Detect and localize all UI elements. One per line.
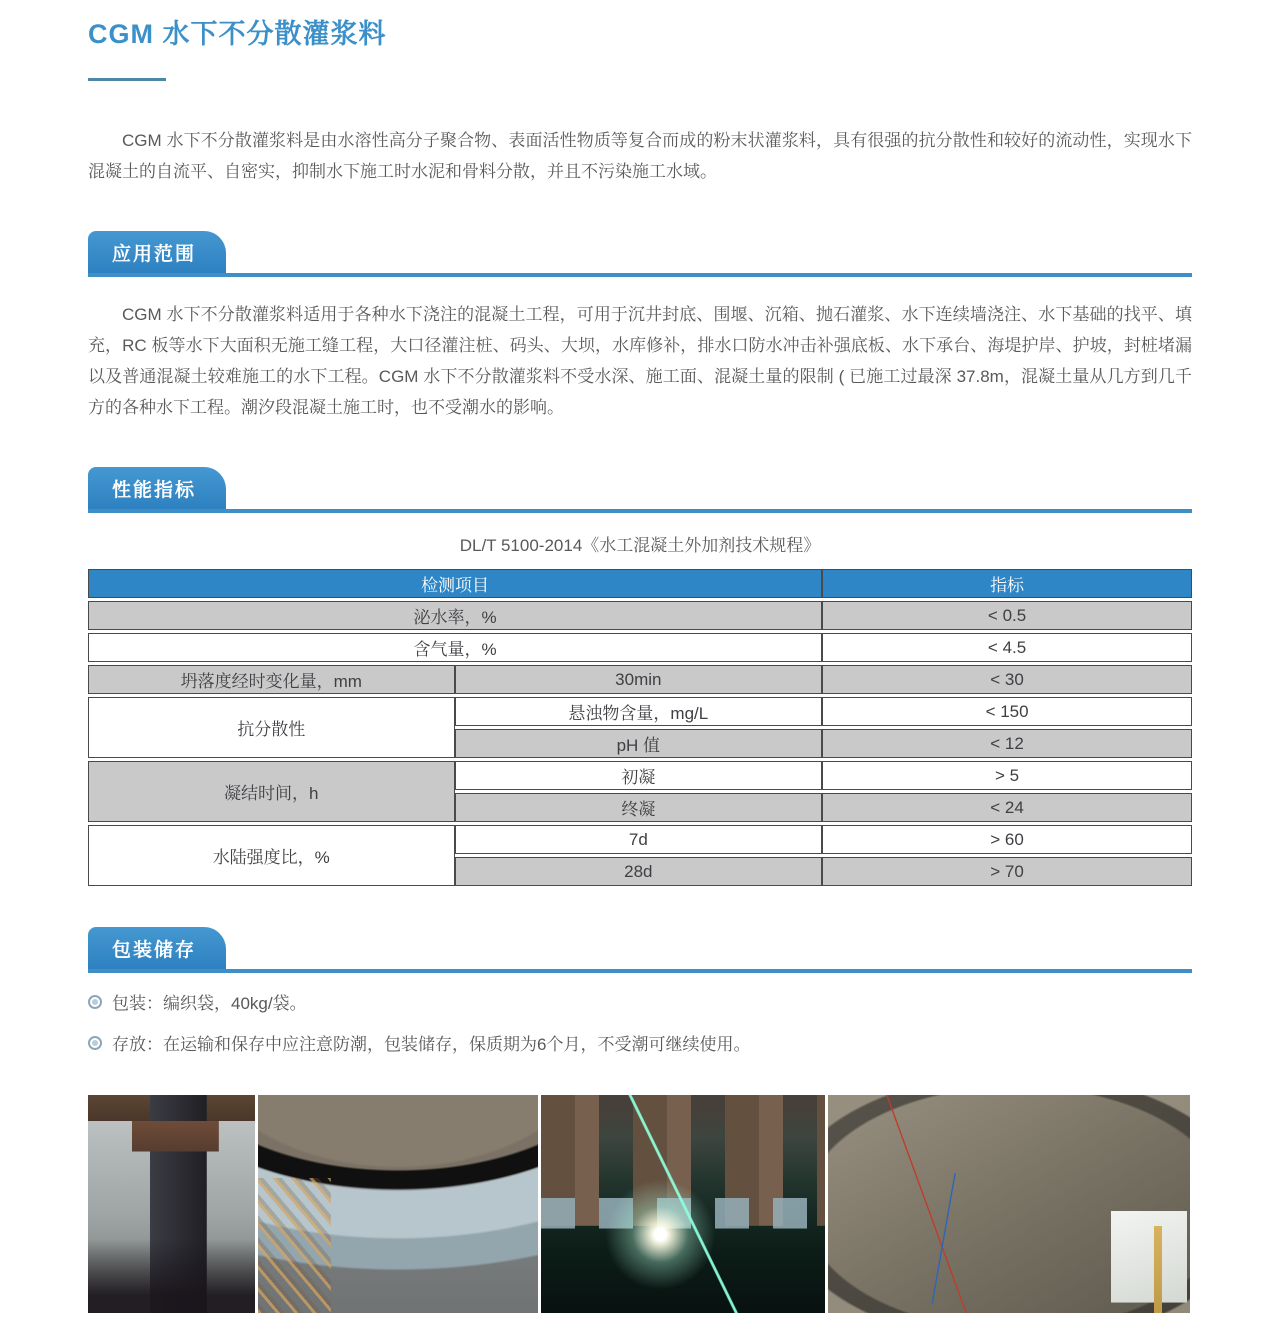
- cell-strength-sub2: 28d: [455, 857, 823, 886]
- cell-air-item: 含气量，%: [88, 633, 822, 662]
- table-row: [88, 633, 1192, 662]
- cell-strength-sub1: 7d: [455, 825, 823, 854]
- photo-excavation-pit: [828, 1095, 1190, 1313]
- section-tab-application: 应用范围: [88, 231, 226, 273]
- cell-strength-group: 水陆强度比，%: [88, 825, 455, 886]
- storage-item: [88, 1030, 1192, 1055]
- performance-table: [88, 566, 1192, 889]
- column-header-index: 指标: [822, 569, 1192, 598]
- title-underline: [88, 78, 166, 81]
- table-row: [88, 665, 1192, 694]
- section-header-performance: [88, 467, 1192, 513]
- storage-item-text: 存放：在运输和保存中应注意防潮，包装储存，保质期为6个月，不受潮可继续使用。: [112, 1035, 751, 1054]
- ring-bullet-icon: [88, 1036, 102, 1050]
- ring-bullet-icon: [88, 995, 102, 1009]
- cell-dispersion-group: 抗分散性: [88, 697, 455, 758]
- cell-air-value: < 4.5: [822, 633, 1192, 662]
- photo-pier-grout-collar: [258, 1095, 538, 1313]
- cell-dispersion-value1: < 150: [822, 697, 1192, 726]
- photo-pile-head: [88, 1095, 255, 1313]
- cell-setting-group: 凝结时间，h: [88, 761, 455, 822]
- photo-strip: [88, 1095, 1192, 1313]
- cell-setting-value2: < 24: [822, 793, 1192, 822]
- standard-caption: DL/T 5100-2014《水工混凝土外加剂技术规程》: [459, 536, 821, 555]
- packaging-item-text: 包装：编织袋，40kg/袋。: [112, 994, 307, 1013]
- table-row: [88, 601, 1192, 630]
- cell-slump-value: < 30: [822, 665, 1192, 694]
- photo-night-underwater-piers: [541, 1095, 825, 1313]
- cell-slump-item: 坍落度经时变化量，mm: [88, 665, 455, 694]
- table-row: [88, 825, 1192, 854]
- cell-setting-value1: > 5: [822, 761, 1192, 790]
- application-paragraph: CGM 水下不分散灌浆料适用于各种水下浇注的混凝土工程，可用于沉井封底、围堰、沉箱、抛石灌浆、水下连续墙浇注、水下基础的找平、填充，RC 板等水下大面积无施工缝工程，大口径灌注桩、码头、大坝，水库修补，排水口防水冲击补强底板、水下承台、海堤护岸、护坡，封桩堵漏以及普通混凝土较难施工的水下工程。CGM 水下不分散灌浆料不受水深、施工面、混凝土量的限制 ( 已施工过最深 37.8m，混凝土量从几方到几千方的各种水下工程。潮汐段混凝土施工时，也不受潮水的影响。: [88, 305, 1192, 417]
- page-content: [88, 0, 1192, 1313]
- cell-dispersion-sub1: 悬浊物含量，mg/L: [455, 697, 823, 726]
- cell-dispersion-value2: < 12: [822, 729, 1192, 758]
- cell-bleeding-item: 泌水率，%: [88, 601, 822, 630]
- intro-paragraph: CGM 水下不分散灌浆料是由水溶性高分子聚合物、表面活性物质等复合而成的粉末状灌浆料，具有很强的抗分散性和较好的流动性，实现水下混凝土的自流平、自密实，抑制水下施工时水泥和骨料分散，并且不污染施工水域。: [88, 131, 1192, 181]
- cell-strength-value1: > 60: [822, 825, 1192, 854]
- packaging-item: [88, 989, 1192, 1014]
- cell-slump-sub: 30min: [455, 665, 823, 694]
- section-tab-performance: 性能指标: [88, 467, 226, 509]
- table-header-row: [88, 569, 1192, 598]
- table-row: [88, 761, 1192, 790]
- cell-setting-sub2: 终凝: [455, 793, 823, 822]
- table-row: [88, 697, 1192, 726]
- cell-strength-value2: > 70: [822, 857, 1192, 886]
- section-header-application: [88, 231, 1192, 277]
- section-tab-packaging: 包装储存: [88, 927, 226, 969]
- cell-setting-sub1: 初凝: [455, 761, 823, 790]
- cell-bleeding-value: < 0.5: [822, 601, 1192, 630]
- cell-dispersion-sub2: pH 值: [455, 729, 823, 758]
- page-title: CGM 水下不分散灌浆料: [88, 19, 387, 49]
- column-header-item: 检测项目: [88, 569, 822, 598]
- section-header-packaging: [88, 927, 1192, 973]
